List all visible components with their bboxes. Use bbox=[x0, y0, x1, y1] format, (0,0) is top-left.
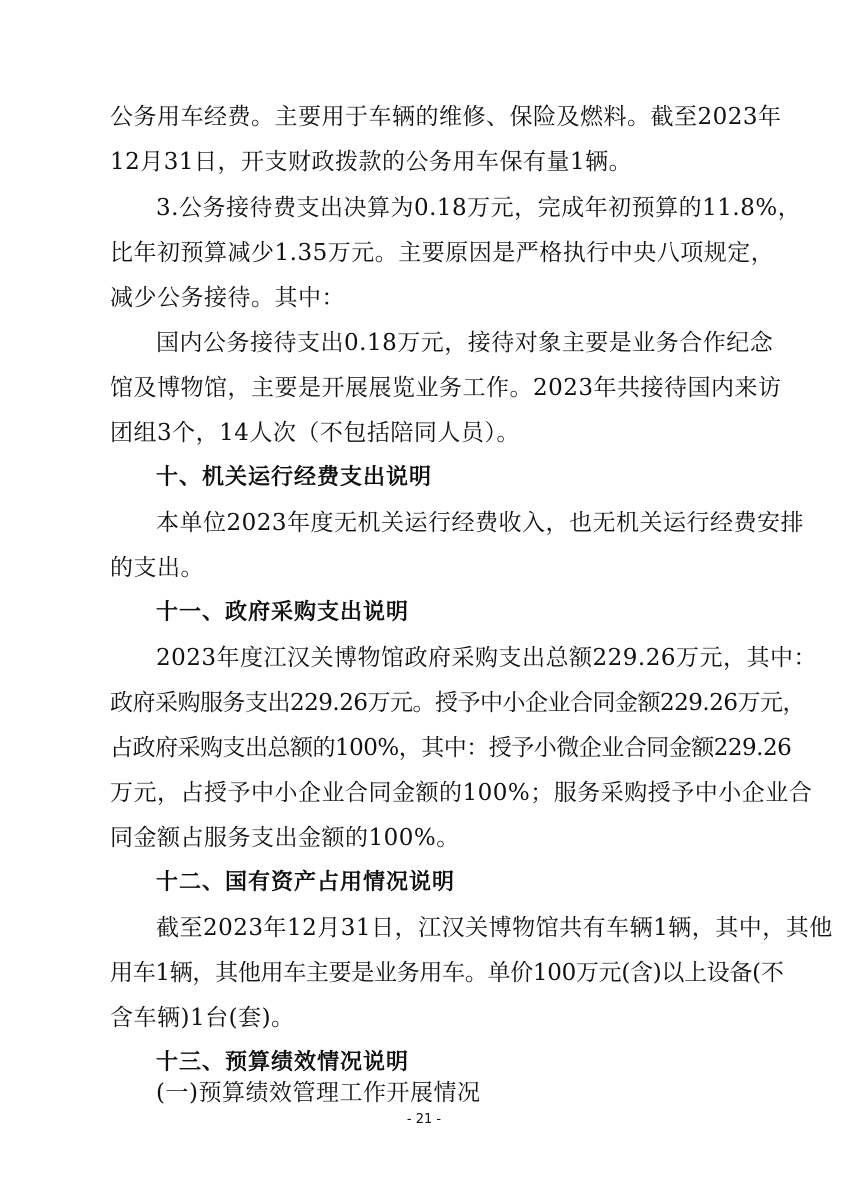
paragraph-line: 本单位2023年度无机关运行经费收入，也无机关运行经费安排 bbox=[156, 510, 805, 536]
section-heading: 十二、国有资产占用情况说明 bbox=[156, 870, 456, 895]
paragraph-line: 截至2023年12月31日，江汉关博物馆共有车辆1辆，其中，其他 bbox=[156, 915, 833, 941]
paragraph-line: 用车1辆，其他用车主要是业务用车。单价100万元(含)以上设备(不 bbox=[110, 960, 784, 986]
section-heading: 十一、政府采购支出说明 bbox=[156, 600, 410, 625]
subsection-heading: (一)预算绩效管理工作开展情况 bbox=[156, 1080, 481, 1106]
paragraph-line: 2023年度江汉关博物馆政府采购支出总额229.26万元，其中： bbox=[156, 645, 818, 671]
paragraph-line: 减少公务接待。其中： bbox=[110, 285, 345, 311]
paragraph-line: 公务用车经费。主要用于车辆的维修、保险及燃料。截至2023年 bbox=[110, 104, 782, 130]
paragraph-line: 12月31日，开支财政拨款的公务用车保有量1辆。 bbox=[110, 149, 633, 175]
paragraph-line: 馆及博物馆，主要是开展展览业务工作。2023年共接待国内来访 bbox=[110, 375, 782, 401]
paragraph-line: 的支出。 bbox=[110, 555, 204, 581]
paragraph-line: 国内公务接待支出0.18万元，接待对象主要是业务合作纪念 bbox=[156, 330, 774, 356]
paragraph-line: 含车辆)1台(套)。 bbox=[110, 1005, 295, 1031]
section-heading: 十、机关运行经费支出说明 bbox=[156, 465, 433, 490]
paragraph-line: 同金额占服务支出金额的100%。 bbox=[110, 825, 460, 851]
paragraph-line: 3.公务接待费支出决算为0.18万元，完成年初预算的11.8%， bbox=[156, 195, 802, 221]
paragraph-line: 团组3个，14人次（不包括陪同人员）。 bbox=[110, 420, 520, 446]
paragraph-line: 比年初预算减少1.35万元。主要原因是严格执行中央八项规定， bbox=[110, 240, 775, 266]
paragraph-line: 万元，占授予中小企业合同金额的100%；服务采购授予中小企业合 bbox=[110, 780, 813, 806]
page-number: - 21 - bbox=[406, 1112, 442, 1127]
paragraph-line: 政府采购服务支出229.26万元。授予中小企业合同金额229.26万元， bbox=[110, 690, 805, 716]
paragraph-line: 占政府采购支出总额的100%，其中：授予小微企业合同金额229.26 bbox=[110, 735, 792, 761]
section-heading: 十三、预算绩效情况说明 bbox=[156, 1050, 410, 1075]
